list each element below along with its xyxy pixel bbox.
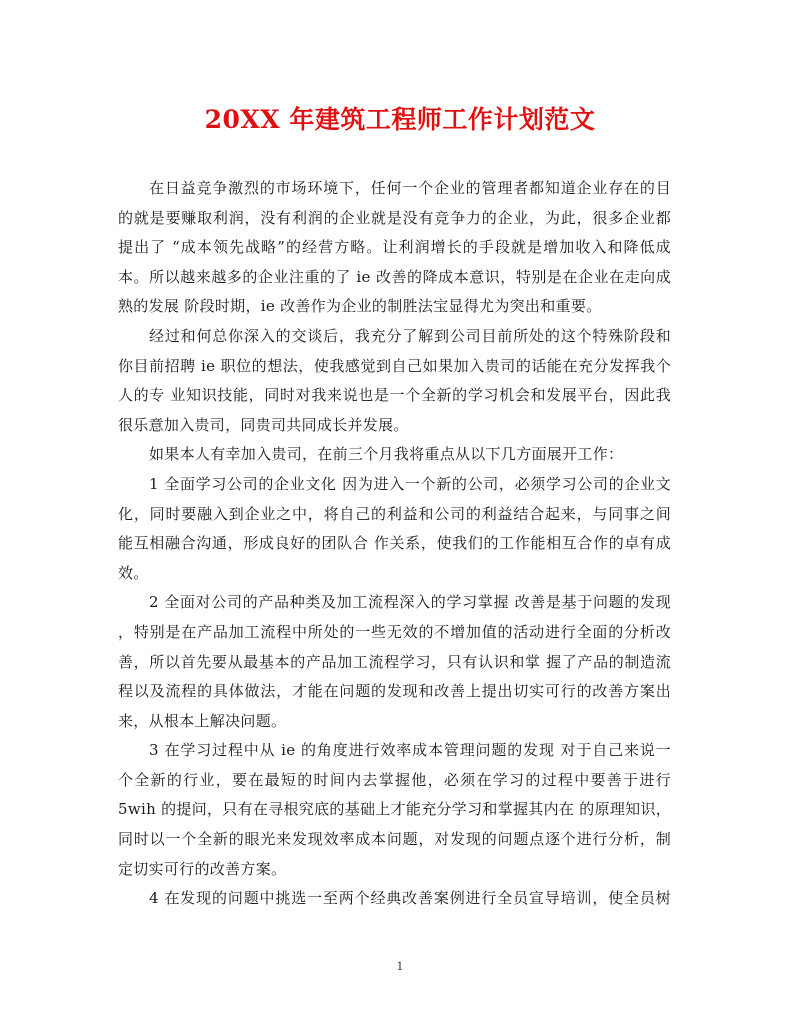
- paragraph-line: 经过和何总你深入的交谈后，我充分了解到公司目前所处的这个特殊阶段和: [149, 326, 671, 345]
- paragraph-line: 1 全面学习公司的企业文化 因为进入一个新的公司，必须学习公司的企业文: [149, 474, 671, 493]
- paragraph-line: 熟的发展 阶段时期，ie 改善作为企业的制胜法宝显得尤为突出和重要。: [118, 297, 602, 316]
- paragraph-line: 在日益竞争激烈的市场环境下，任何一个企业的管理者都知道企业存在的目: [149, 179, 671, 197]
- paragraph-line: 同时以一个全新的眼光来发现效率成本问题，对发现的问题点逐个进行分析，制: [118, 830, 671, 849]
- paragraph-line: 能互相融合沟通，形成良好的团队合 作关系，使我们的工作能相互合作的卓有成: [118, 534, 671, 553]
- paragraph-line: 定切实可行的改善方案。: [118, 859, 287, 878]
- paragraph-line: 的就是要赚取利润，没有利润的企业就是没有竞争力的企业，为此，很多企业都: [118, 208, 671, 227]
- paragraph-line: 人的专 业知识技能，同时对我来说也是一个全新的学习机会和发展平台，因此我: [118, 386, 671, 405]
- page-number: 1: [396, 960, 404, 973]
- paragraph-line: 你目前招聘 ie 职位的想法，使我感觉到自己如果加入贵司的话能在充分发挥我个: [118, 356, 671, 375]
- paragraph-line: 化，同时要融入到企业之中，将自己的利益和公司的利益结合起来，与同事之间: [118, 504, 671, 523]
- paragraph-line: 本。所以越来越多的企业注重的了 ie 改善的降成本意识，特别是在企业在走向成: [118, 267, 671, 286]
- paragraph-line: 2 全面对公司的产品种类及加工流程深入的学习掌握 改善是基于问题的发现: [149, 593, 671, 612]
- paragraph-line: 效。: [118, 563, 149, 582]
- paragraph-line: 4 在发现的问题中挑选一至两个经典改善案例进行全员宣导培训，使全员树: [149, 889, 671, 908]
- paragraph-line: 善，所以首先要从最基本的产品加工流程学习，只有认识和掌 握了产品的制造流: [118, 652, 671, 671]
- paragraph-line: 提出了 “成本领先战略”的经营方略。让利润增长的手段就是增加收入和降低成: [118, 238, 671, 257]
- paragraph-line: 如果本人有幸加入贵司，在前三个月我将重点从以下几方面展开工作：: [149, 445, 624, 464]
- paragraph-line: 个全新的行业，要在最短的时间内去掌握他，必须在学习的过程中要善于进行: [118, 770, 671, 789]
- paragraph-line: 5wih 的提问，只有在寻根究底的基础上才能充分学习和掌握其内在 的原理知识，: [118, 800, 672, 819]
- document-body: [118, 174, 671, 914]
- paragraph-line: 程以及流程的具体做法，才能在问题的发现和改善上提出切实可行的改善方案出: [118, 682, 671, 701]
- paragraph-line: ，特别是在产品加工流程中所处的一些无效的不增加值的活动进行全面的分析改: [118, 622, 671, 641]
- paragraph-line: 来，从根本上解决问题。: [118, 711, 287, 730]
- paragraph-line: 3 在学习过程中从 ie 的角度进行效率成本管理问题的发现 对于自己来说一: [149, 741, 671, 760]
- paragraph-line: 很乐意加入贵司，同贵司共同成长并发展。: [118, 415, 409, 434]
- document-title: 20XX 年建筑工程师工作计划范文: [204, 105, 596, 134]
